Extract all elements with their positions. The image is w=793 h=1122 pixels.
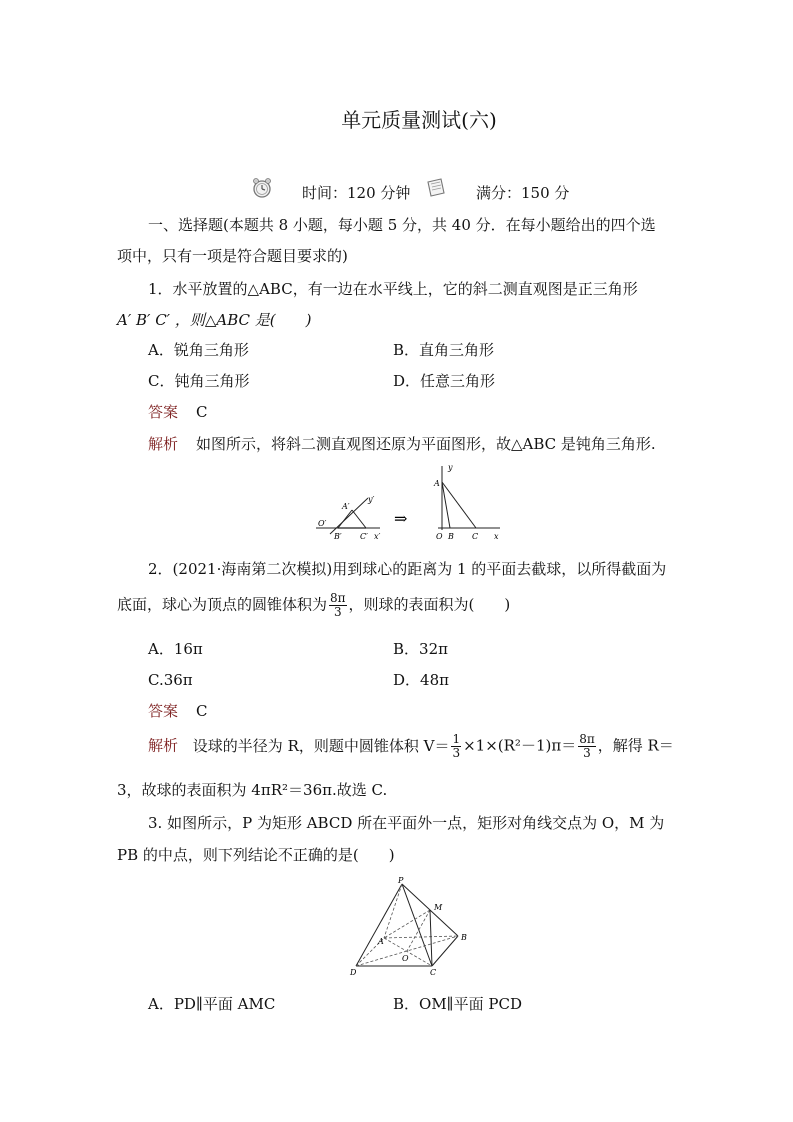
q3-label-C: C <box>430 968 437 977</box>
q2-analysis-mid: ×1×(R²－1)π＝ <box>463 736 577 755</box>
q3-stem-line1: 3. 如图所示，P 为矩形 ABCD 所在平面外一点，矩形对角线交点为 O，M 为 <box>148 814 665 832</box>
q1-transform-arrow: ⇒ <box>394 509 408 528</box>
q3-option-a: A．PD∥平面 AMC <box>148 995 276 1013</box>
q1-stem-line1: 1．水平放置的△ABC，有一边在水平线上，它的斜二测直观图是正三角形 <box>148 280 638 298</box>
full-score: 满分：150 分 <box>476 184 570 202</box>
q1-oblique-figure <box>316 495 381 541</box>
q1-label-y-prime: y′ <box>368 495 375 504</box>
q1-label-A: A <box>434 479 440 488</box>
q2-frac-den: 3 <box>333 605 342 619</box>
q1-option-b: B．直角三角形 <box>393 341 495 359</box>
q1-analysis-label: 解析 <box>148 435 179 453</box>
q1-label-C-prime: C′ <box>360 532 368 541</box>
q2-option-b: B．32π <box>393 640 448 658</box>
q2-stem-line2-pre: 底面，球心为顶点的圆锥体积为 <box>117 595 328 614</box>
q1-label-O: O <box>436 532 443 541</box>
section-heading-line2: 项中，只有一项是符合题目要求的) <box>117 247 348 265</box>
q2-stem-line2-post: ，则球的表面积为( ) <box>348 595 511 614</box>
q2-analysis-frac2-num: 8π <box>579 732 595 746</box>
q2-answer: C <box>196 702 208 720</box>
q2-frac-num: 8π <box>330 591 346 605</box>
q2-answer-label: 答案 <box>148 702 179 720</box>
q3-stem-line2: PB 的中点，则下列结论不正确的是( ) <box>117 846 395 864</box>
q2-option-d: D．48π <box>393 671 449 689</box>
q3-label-O: O <box>402 954 409 963</box>
q2-analysis-fraction1 <box>451 733 461 760</box>
time-limit: 时间：120 分钟 <box>302 184 411 202</box>
section-heading-line1: 一、选择题(本题共 8 小题，每小题 5 分，共 40 分．在每小题给出的四个选 <box>148 216 656 234</box>
paper-icon <box>425 177 447 199</box>
q2-analysis-frac1-num: 1 <box>452 732 461 746</box>
q1-figure <box>312 462 512 546</box>
q2-option-c: C.36π <box>148 671 193 689</box>
q3-label-B: B <box>461 933 467 942</box>
q1-analysis: 如图所示，将斜二测直观图还原为平面图形，故△ABC 是钝角三角形. <box>196 435 656 453</box>
q2-stem-line2 <box>117 592 510 619</box>
q1-stem-line2: A′ B′ C′ ，则△ABC 是( ) <box>117 311 312 329</box>
q2-stem-line1: 2．(2021·海南第二次模拟)用到球心的距离为 1 的平面去截球，以所得截面为 <box>148 560 667 578</box>
q1-label-O-prime: O′ <box>318 519 327 528</box>
q2-analysis-line1 <box>148 733 674 760</box>
q1-label-C: C <box>472 532 479 541</box>
q3-pyramid-figure <box>348 874 476 980</box>
q2-volume-fraction <box>329 592 347 619</box>
q2-analysis-fraction2 <box>578 733 596 760</box>
q1-label-y: y <box>448 463 453 472</box>
page-title: 单元质量测试(六) <box>341 108 497 132</box>
q2-analysis-frac1-den: 3 <box>452 746 461 760</box>
q2-option-a: A．16π <box>148 640 203 658</box>
q1-answer-label: 答案 <box>148 403 179 421</box>
q2-analysis-line2: 3，故球的表面积为 4πR²＝36π.故选 C. <box>117 781 388 799</box>
q1-label-B-prime: B′ <box>334 532 342 541</box>
q2-analysis-label: 解析 <box>148 736 179 755</box>
q1-option-c: C．钝角三角形 <box>148 372 250 390</box>
q1-plane-figure <box>433 463 500 541</box>
q2-analysis-frac2-den: 3 <box>583 746 591 760</box>
q3-label-M: M <box>434 903 443 912</box>
q3-option-b: B．OM∥平面 PCD <box>393 995 522 1013</box>
q1-option-a: A．锐角三角形 <box>148 341 249 359</box>
q1-answer: C <box>196 403 208 421</box>
q1-label-x-prime: x′ <box>374 532 381 541</box>
q1-option-d: D．任意三角形 <box>393 372 496 390</box>
q1-label-B: B <box>448 532 454 541</box>
q2-analysis-pre: 设球的半径为 R，则题中圆锥体积 V＝ <box>192 736 450 755</box>
q3-label-D: D <box>350 968 357 977</box>
q1-label-A-prime: A′ <box>342 502 350 511</box>
q3-label-P: P <box>398 876 404 885</box>
q2-analysis-post: ，解得 R＝ <box>597 736 674 755</box>
q1-label-x: x <box>494 532 499 541</box>
alarm-clock-icon <box>251 177 273 199</box>
q3-label-A: A <box>378 937 384 946</box>
